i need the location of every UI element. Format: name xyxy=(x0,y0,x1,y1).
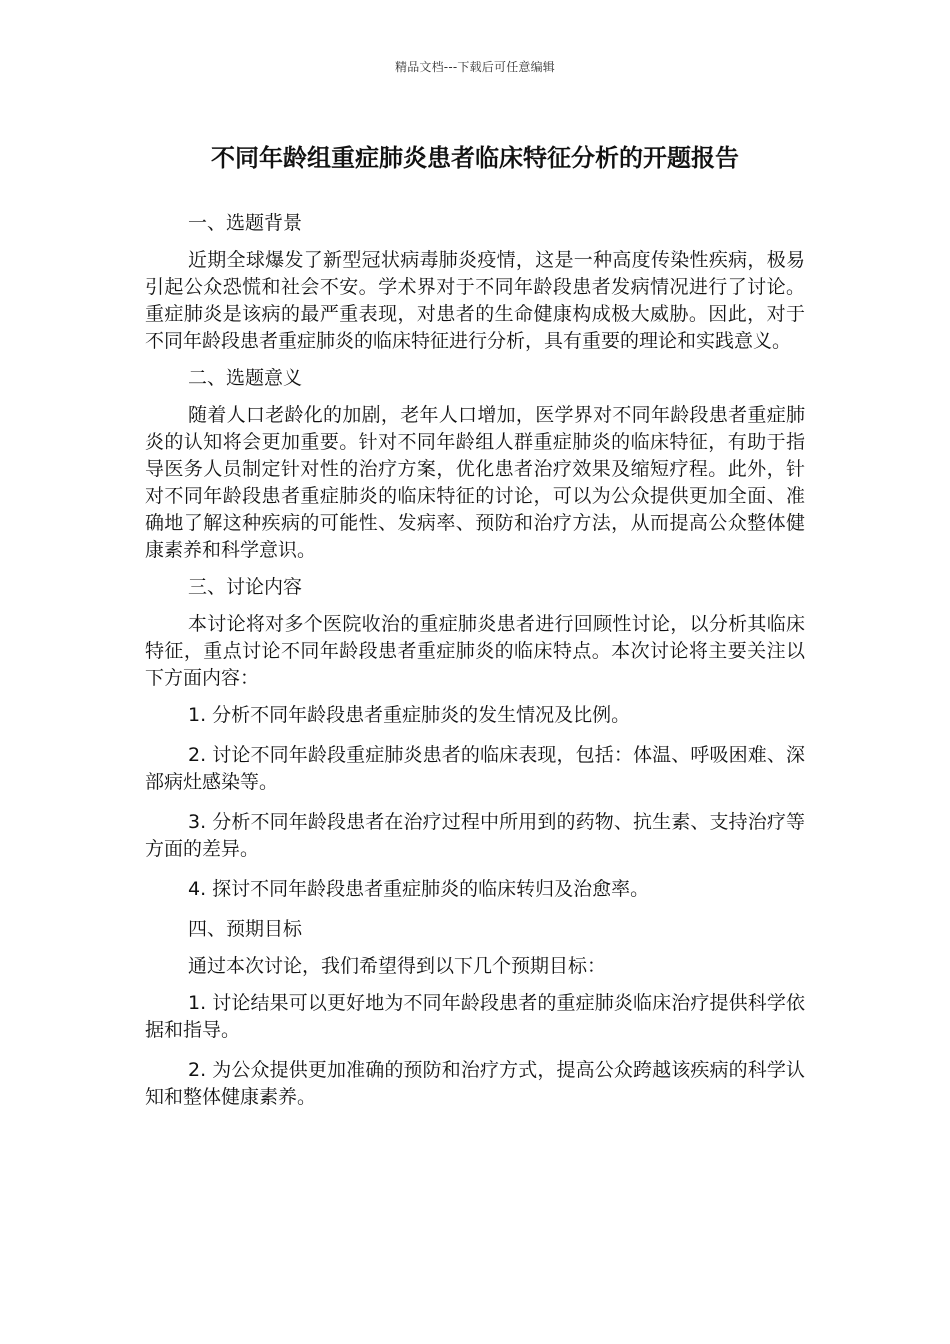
header-note: 精品文档---下载后可任意编辑 xyxy=(395,60,555,74)
section-heading-content: 三、讨论内容 xyxy=(188,576,303,598)
list-item: 1. 讨论结果可以更好地为不同年龄段患者的重症肺炎临床治疗提供科学依据和指导。 xyxy=(145,992,805,1041)
section-heading-significance: 二、选题意义 xyxy=(188,367,303,389)
list-item: 1. 分析不同年龄段患者重症肺炎的发生情况及比例。 xyxy=(188,704,631,726)
paragraph-goals-intro: 通过本次讨论，我们希望得到以下几个预期目标： xyxy=(188,955,607,977)
document-body xyxy=(145,210,805,1124)
section-heading-background: 一、选题背景 xyxy=(188,212,303,234)
document-title: 不同年龄组重症肺炎患者临床特征分析的开题报告 xyxy=(211,144,739,172)
list-item: 2. 讨论不同年龄段重症肺炎患者的临床表现，包括：体温、呼吸困难、深部病灶感染等。 xyxy=(145,744,805,793)
paragraph-significance: 随着人口老龄化的加剧，老年人口增加，医学界对不同年龄段患者重症肺炎的认知将会更加重要。针对不同年龄组人群重症肺炎的临床特征，有助于指导医务人员制定针对性的治疗方案，优化患者治疗效果及缩短疗程。此外，针对不同年龄段患者重症肺炎的临床特征的讨论，可以为公众提供更加全面、准确地了解这种疾病的可能性、发病率、预防和治疗方法，从而提高公众整体健康素养和科学意识。 xyxy=(145,404,805,561)
paragraph-background: 近期全球爆发了新型冠状病毒肺炎疫情，这是一种高度传染性疾病，极易引起公众恐慌和社会不安。学术界对于不同年龄段患者发病情况进行了讨论。重症肺炎是该病的最严重表现，对患者的生命健康构成极大威胁。因此，对于不同年龄段患者重症肺炎的临床特征进行分析，具有重要的理论和实践意义。 xyxy=(145,249,805,352)
list-item: 4. 探讨不同年龄段患者重症肺炎的临床转归及治愈率。 xyxy=(188,878,650,900)
list-item: 2. 为公众提供更加准确的预防和治疗方式，提高公众跨越该疾病的科学认知和整体健康素养。 xyxy=(145,1059,805,1108)
list-item: 3. 分析不同年龄段患者在治疗过程中所用到的药物、抗生素、支持治疗等方面的差异。 xyxy=(145,811,805,860)
section-heading-goals: 四、预期目标 xyxy=(188,918,303,940)
paragraph-content-intro: 本讨论将对多个医院收治的重症肺炎患者进行回顾性讨论，以分析其临床特征，重点讨论不同年龄段患者重症肺炎的临床特点。本次讨论将主要关注以下方面内容： xyxy=(145,613,805,689)
